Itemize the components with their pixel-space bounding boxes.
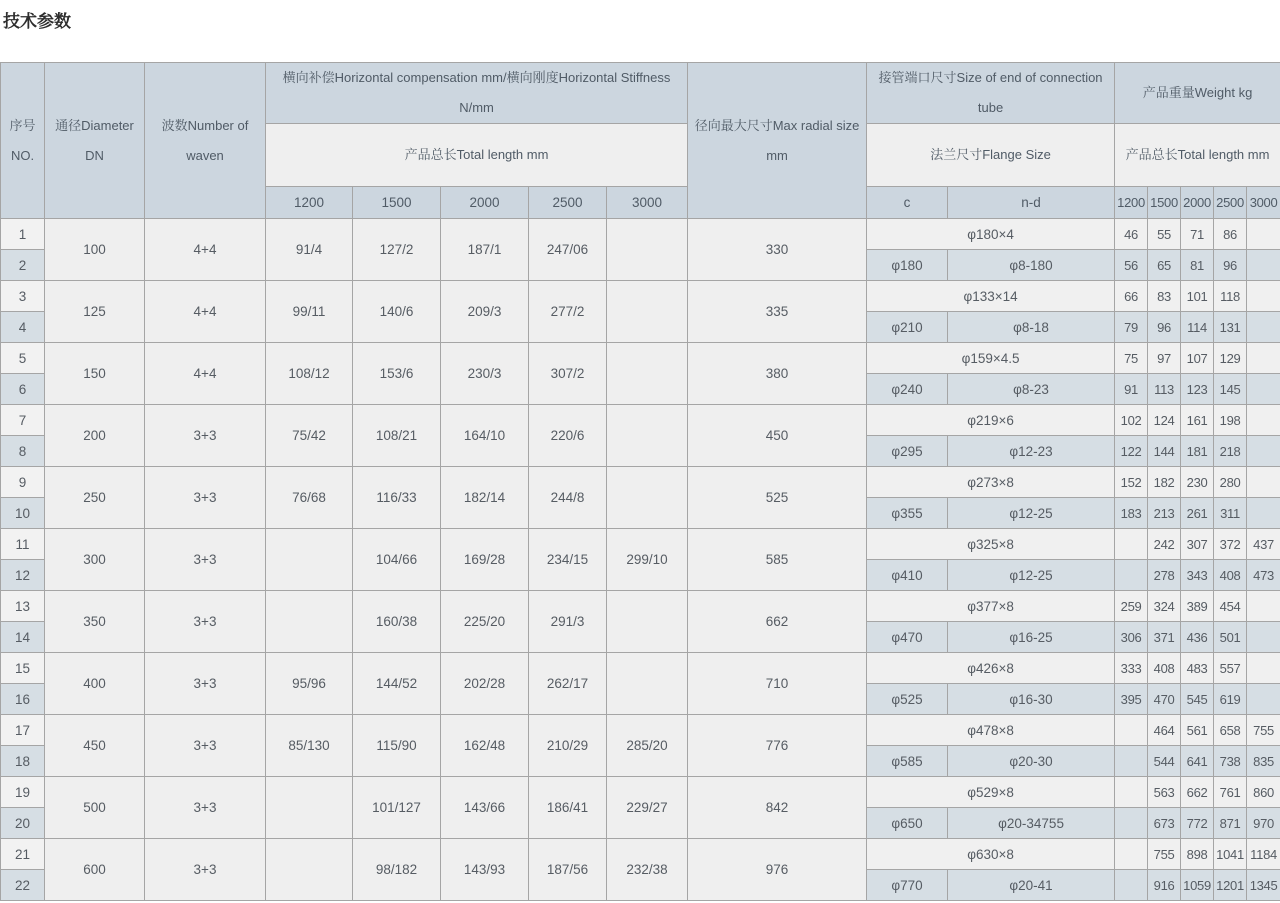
header-no: 序号 NO. bbox=[1, 63, 45, 219]
weight-cell: 280 bbox=[1214, 467, 1247, 498]
header-flange-size: 法兰尺寸Flange Size bbox=[867, 124, 1115, 187]
diameter-cell: 450 bbox=[45, 715, 145, 777]
flange-c-cell: φ770 bbox=[867, 870, 948, 901]
weight-cell: 97 bbox=[1148, 343, 1181, 374]
compensation-cell: 115/90 bbox=[353, 715, 441, 777]
compensation-cell: 143/93 bbox=[441, 839, 529, 901]
weight-cell: 81 bbox=[1181, 250, 1214, 281]
header-waven: 波数Number of waven bbox=[145, 63, 266, 219]
flange-c-cell: φ295 bbox=[867, 436, 948, 467]
weight-cell: 183 bbox=[1115, 498, 1148, 529]
header-weight-3000: 3000 bbox=[1247, 187, 1280, 219]
weight-cell: 473 bbox=[1247, 560, 1280, 591]
table-row bbox=[1, 715, 1280, 746]
row-number-cell: 17 bbox=[1, 715, 45, 746]
weight-cell: 1345 bbox=[1247, 870, 1280, 901]
waven-cell: 3+3 bbox=[145, 591, 266, 653]
weight-cell bbox=[1247, 653, 1280, 684]
compensation-cell: 182/14 bbox=[441, 467, 529, 529]
weight-cell: 372 bbox=[1214, 529, 1247, 560]
max-radial-cell: 662 bbox=[688, 591, 867, 653]
row-number-cell: 4 bbox=[1, 312, 45, 343]
row-number-cell: 16 bbox=[1, 684, 45, 715]
compensation-cell: 210/29 bbox=[529, 715, 607, 777]
weight-cell: 860 bbox=[1247, 777, 1280, 808]
weight-cell: 1184 bbox=[1247, 839, 1280, 870]
weight-cell: 113 bbox=[1148, 374, 1181, 405]
table-row bbox=[1, 343, 1280, 374]
weight-cell: 123 bbox=[1181, 374, 1214, 405]
weight-cell: 544 bbox=[1148, 746, 1181, 777]
weight-cell bbox=[1115, 560, 1148, 591]
weight-cell: 124 bbox=[1148, 405, 1181, 436]
row-number-cell: 20 bbox=[1, 808, 45, 839]
waven-cell: 4+4 bbox=[145, 343, 266, 405]
compensation-cell: 307/2 bbox=[529, 343, 607, 405]
diameter-cell: 250 bbox=[45, 467, 145, 529]
flange-nd-cell: φ8-23 bbox=[948, 374, 1115, 405]
compensation-cell: 95/96 bbox=[266, 653, 353, 715]
flange-c-cell: φ240 bbox=[867, 374, 948, 405]
weight-cell: 662 bbox=[1181, 777, 1214, 808]
header-weight-group: 产品重量Weight kg bbox=[1115, 63, 1280, 124]
flange-nd-cell: φ12-25 bbox=[948, 498, 1115, 529]
spec-table bbox=[0, 62, 1280, 901]
weight-cell: 1059 bbox=[1181, 870, 1214, 901]
weight-cell: 152 bbox=[1115, 467, 1148, 498]
weight-cell: 470 bbox=[1148, 684, 1181, 715]
max-radial-cell: 525 bbox=[688, 467, 867, 529]
weight-cell: 91 bbox=[1115, 374, 1148, 405]
flange-c-cell: φ650 bbox=[867, 808, 948, 839]
compensation-cell bbox=[607, 591, 688, 653]
tube-size-cell: φ478×8 bbox=[867, 715, 1115, 746]
weight-cell: 1201 bbox=[1214, 870, 1247, 901]
row-number-cell: 15 bbox=[1, 653, 45, 684]
compensation-cell: 229/27 bbox=[607, 777, 688, 839]
weight-cell: 144 bbox=[1148, 436, 1181, 467]
tube-size-cell: φ325×8 bbox=[867, 529, 1115, 560]
header-total-length: 产品总长Total length mm bbox=[266, 124, 688, 187]
waven-cell: 4+4 bbox=[145, 219, 266, 281]
header-flange-c: c bbox=[867, 187, 948, 219]
compensation-cell bbox=[607, 467, 688, 529]
weight-cell: 66 bbox=[1115, 281, 1148, 312]
weight-cell: 454 bbox=[1214, 591, 1247, 622]
header-weight-1500: 1500 bbox=[1148, 187, 1181, 219]
weight-cell bbox=[1115, 746, 1148, 777]
weight-cell: 1041 bbox=[1214, 839, 1247, 870]
weight-cell: 641 bbox=[1181, 746, 1214, 777]
diameter-cell: 125 bbox=[45, 281, 145, 343]
weight-cell: 102 bbox=[1115, 405, 1148, 436]
compensation-cell: 75/42 bbox=[266, 405, 353, 467]
compensation-cell: 101/127 bbox=[353, 777, 441, 839]
row-number-cell: 1 bbox=[1, 219, 45, 250]
weight-cell: 131 bbox=[1214, 312, 1247, 343]
weight-cell: 79 bbox=[1115, 312, 1148, 343]
table-row bbox=[1, 653, 1280, 684]
flange-c-cell: φ525 bbox=[867, 684, 948, 715]
max-radial-cell: 330 bbox=[688, 219, 867, 281]
header-max-radial: 径向最大尺寸Max radial size mm bbox=[688, 63, 867, 219]
compensation-cell: 98/182 bbox=[353, 839, 441, 901]
compensation-cell: 140/6 bbox=[353, 281, 441, 343]
table-row bbox=[1, 529, 1280, 560]
waven-cell: 3+3 bbox=[145, 777, 266, 839]
tube-size-cell: φ529×8 bbox=[867, 777, 1115, 808]
row-number-cell: 8 bbox=[1, 436, 45, 467]
weight-cell bbox=[1247, 591, 1280, 622]
weight-cell: 122 bbox=[1115, 436, 1148, 467]
weight-cell: 464 bbox=[1148, 715, 1181, 746]
row-number-cell: 18 bbox=[1, 746, 45, 777]
waven-cell: 3+3 bbox=[145, 467, 266, 529]
compensation-cell bbox=[266, 777, 353, 839]
weight-cell: 561 bbox=[1181, 715, 1214, 746]
weight-cell: 408 bbox=[1148, 653, 1181, 684]
weight-cell: 835 bbox=[1247, 746, 1280, 777]
compensation-cell: 144/52 bbox=[353, 653, 441, 715]
compensation-cell: 116/33 bbox=[353, 467, 441, 529]
header-length-1200: 1200 bbox=[266, 187, 353, 219]
weight-cell: 65 bbox=[1148, 250, 1181, 281]
compensation-cell: 187/1 bbox=[441, 219, 529, 281]
weight-cell bbox=[1115, 529, 1148, 560]
flange-c-cell: φ180 bbox=[867, 250, 948, 281]
weight-cell bbox=[1247, 312, 1280, 343]
compensation-cell: 104/66 bbox=[353, 529, 441, 591]
weight-cell: 145 bbox=[1214, 374, 1247, 405]
compensation-cell: 232/38 bbox=[607, 839, 688, 901]
weight-cell: 96 bbox=[1148, 312, 1181, 343]
flange-nd-cell: φ8-180 bbox=[948, 250, 1115, 281]
weight-cell: 46 bbox=[1115, 219, 1148, 250]
weight-cell bbox=[1115, 839, 1148, 870]
weight-cell: 772 bbox=[1181, 808, 1214, 839]
row-number-cell: 5 bbox=[1, 343, 45, 374]
max-radial-cell: 450 bbox=[688, 405, 867, 467]
compensation-cell: 164/10 bbox=[441, 405, 529, 467]
weight-cell: 483 bbox=[1181, 653, 1214, 684]
weight-cell: 501 bbox=[1214, 622, 1247, 653]
row-number-cell: 9 bbox=[1, 467, 45, 498]
waven-cell: 3+3 bbox=[145, 653, 266, 715]
row-number-cell: 19 bbox=[1, 777, 45, 808]
weight-cell bbox=[1247, 343, 1280, 374]
weight-cell: 437 bbox=[1247, 529, 1280, 560]
waven-cell: 3+3 bbox=[145, 405, 266, 467]
header-length-3000: 3000 bbox=[607, 187, 688, 219]
flange-nd-cell: φ20-30 bbox=[948, 746, 1115, 777]
flange-c-cell: φ210 bbox=[867, 312, 948, 343]
compensation-cell: 220/6 bbox=[529, 405, 607, 467]
compensation-cell bbox=[607, 219, 688, 281]
diameter-cell: 300 bbox=[45, 529, 145, 591]
waven-cell: 3+3 bbox=[145, 839, 266, 901]
weight-cell bbox=[1247, 281, 1280, 312]
weight-cell: 75 bbox=[1115, 343, 1148, 374]
weight-cell: 898 bbox=[1181, 839, 1214, 870]
header-weight-2000: 2000 bbox=[1181, 187, 1214, 219]
weight-cell: 343 bbox=[1181, 560, 1214, 591]
flange-c-cell: φ355 bbox=[867, 498, 948, 529]
weight-cell: 129 bbox=[1214, 343, 1247, 374]
max-radial-cell: 976 bbox=[688, 839, 867, 901]
weight-cell: 970 bbox=[1247, 808, 1280, 839]
weight-cell: 55 bbox=[1148, 219, 1181, 250]
compensation-cell: 209/3 bbox=[441, 281, 529, 343]
weight-cell: 198 bbox=[1214, 405, 1247, 436]
flange-nd-cell: φ20-34755 bbox=[948, 808, 1115, 839]
flange-nd-cell: φ20-41 bbox=[948, 870, 1115, 901]
row-number-cell: 10 bbox=[1, 498, 45, 529]
weight-cell bbox=[1115, 808, 1148, 839]
weight-cell: 619 bbox=[1214, 684, 1247, 715]
weight-cell bbox=[1247, 405, 1280, 436]
compensation-cell: 299/10 bbox=[607, 529, 688, 591]
max-radial-cell: 585 bbox=[688, 529, 867, 591]
weight-cell: 545 bbox=[1181, 684, 1214, 715]
flange-nd-cell: φ16-30 bbox=[948, 684, 1115, 715]
compensation-cell: 187/56 bbox=[529, 839, 607, 901]
weight-cell: 324 bbox=[1148, 591, 1181, 622]
compensation-cell: 91/4 bbox=[266, 219, 353, 281]
flange-c-cell: φ470 bbox=[867, 622, 948, 653]
row-number-cell: 7 bbox=[1, 405, 45, 436]
compensation-cell: 85/130 bbox=[266, 715, 353, 777]
flange-nd-cell: φ8-18 bbox=[948, 312, 1115, 343]
tube-size-cell: φ377×8 bbox=[867, 591, 1115, 622]
weight-cell: 83 bbox=[1148, 281, 1181, 312]
weight-cell: 307 bbox=[1181, 529, 1214, 560]
weight-cell: 182 bbox=[1148, 467, 1181, 498]
compensation-cell bbox=[266, 839, 353, 901]
weight-cell: 761 bbox=[1214, 777, 1247, 808]
table-row bbox=[1, 219, 1280, 250]
compensation-cell: 108/21 bbox=[353, 405, 441, 467]
row-number-cell: 22 bbox=[1, 870, 45, 901]
table-row bbox=[1, 839, 1280, 870]
weight-cell: 311 bbox=[1214, 498, 1247, 529]
row-number-cell: 3 bbox=[1, 281, 45, 312]
flange-c-cell: φ410 bbox=[867, 560, 948, 591]
compensation-cell: 291/3 bbox=[529, 591, 607, 653]
diameter-cell: 100 bbox=[45, 219, 145, 281]
weight-cell: 259 bbox=[1115, 591, 1148, 622]
waven-cell: 3+3 bbox=[145, 529, 266, 591]
weight-cell bbox=[1247, 467, 1280, 498]
header-flange-nd: n-d bbox=[948, 187, 1115, 219]
weight-cell: 333 bbox=[1115, 653, 1148, 684]
weight-cell bbox=[1247, 436, 1280, 467]
compensation-cell: 153/6 bbox=[353, 343, 441, 405]
weight-cell: 118 bbox=[1214, 281, 1247, 312]
weight-cell: 557 bbox=[1214, 653, 1247, 684]
weight-cell: 871 bbox=[1214, 808, 1247, 839]
max-radial-cell: 842 bbox=[688, 777, 867, 839]
weight-cell bbox=[1247, 374, 1280, 405]
weight-cell: 755 bbox=[1148, 839, 1181, 870]
weight-cell bbox=[1115, 870, 1148, 901]
flange-c-cell: φ585 bbox=[867, 746, 948, 777]
weight-cell: 738 bbox=[1214, 746, 1247, 777]
weight-cell: 107 bbox=[1181, 343, 1214, 374]
weight-cell: 71 bbox=[1181, 219, 1214, 250]
weight-cell: 242 bbox=[1148, 529, 1181, 560]
weight-cell: 755 bbox=[1247, 715, 1280, 746]
table-row bbox=[1, 591, 1280, 622]
compensation-cell bbox=[607, 343, 688, 405]
header-weight-1200: 1200 bbox=[1115, 187, 1148, 219]
tube-size-cell: φ630×8 bbox=[867, 839, 1115, 870]
header-compensation-group: 横向补偿Horizontal compensation mm/横向刚度Horizontal Stiffness N/mm bbox=[266, 63, 688, 124]
max-radial-cell: 335 bbox=[688, 281, 867, 343]
compensation-cell: 225/20 bbox=[441, 591, 529, 653]
weight-cell bbox=[1247, 684, 1280, 715]
weight-cell: 306 bbox=[1115, 622, 1148, 653]
weight-cell: 230 bbox=[1181, 467, 1214, 498]
compensation-cell: 160/38 bbox=[353, 591, 441, 653]
weight-cell: 408 bbox=[1214, 560, 1247, 591]
compensation-cell: 230/3 bbox=[441, 343, 529, 405]
compensation-cell: 169/28 bbox=[441, 529, 529, 591]
diameter-cell: 400 bbox=[45, 653, 145, 715]
weight-cell: 673 bbox=[1148, 808, 1181, 839]
compensation-cell: 76/68 bbox=[266, 467, 353, 529]
compensation-cell: 99/11 bbox=[266, 281, 353, 343]
weight-cell: 218 bbox=[1214, 436, 1247, 467]
compensation-cell bbox=[266, 529, 353, 591]
table-row bbox=[1, 467, 1280, 498]
weight-cell: 371 bbox=[1148, 622, 1181, 653]
compensation-cell: 108/12 bbox=[266, 343, 353, 405]
row-number-cell: 14 bbox=[1, 622, 45, 653]
header-length-2000: 2000 bbox=[441, 187, 529, 219]
weight-cell: 395 bbox=[1115, 684, 1148, 715]
weight-cell: 658 bbox=[1214, 715, 1247, 746]
diameter-cell: 150 bbox=[45, 343, 145, 405]
tube-size-cell: φ133×14 bbox=[867, 281, 1115, 312]
row-number-cell: 6 bbox=[1, 374, 45, 405]
weight-cell bbox=[1247, 250, 1280, 281]
tube-size-cell: φ273×8 bbox=[867, 467, 1115, 498]
weight-cell: 213 bbox=[1148, 498, 1181, 529]
weight-cell: 261 bbox=[1181, 498, 1214, 529]
compensation-cell: 244/8 bbox=[529, 467, 607, 529]
header-connection-group: 接管端口尺寸Size of end of connection tube bbox=[867, 63, 1115, 124]
diameter-cell: 500 bbox=[45, 777, 145, 839]
compensation-cell: 162/48 bbox=[441, 715, 529, 777]
weight-cell: 96 bbox=[1214, 250, 1247, 281]
weight-cell: 278 bbox=[1148, 560, 1181, 591]
header-weight-2500: 2500 bbox=[1214, 187, 1247, 219]
max-radial-cell: 380 bbox=[688, 343, 867, 405]
compensation-cell: 202/28 bbox=[441, 653, 529, 715]
weight-cell: 563 bbox=[1148, 777, 1181, 808]
page-title: 技术参数 bbox=[3, 12, 71, 31]
flange-nd-cell: φ16-25 bbox=[948, 622, 1115, 653]
weight-cell: 916 bbox=[1148, 870, 1181, 901]
waven-cell: 3+3 bbox=[145, 715, 266, 777]
weight-cell: 101 bbox=[1181, 281, 1214, 312]
max-radial-cell: 776 bbox=[688, 715, 867, 777]
flange-nd-cell: φ12-25 bbox=[948, 560, 1115, 591]
compensation-cell bbox=[607, 281, 688, 343]
row-number-cell: 21 bbox=[1, 839, 45, 870]
weight-cell: 389 bbox=[1181, 591, 1214, 622]
row-number-cell: 11 bbox=[1, 529, 45, 560]
waven-cell: 4+4 bbox=[145, 281, 266, 343]
weight-cell bbox=[1115, 715, 1148, 746]
compensation-cell bbox=[266, 591, 353, 653]
diameter-cell: 350 bbox=[45, 591, 145, 653]
weight-cell: 161 bbox=[1181, 405, 1214, 436]
compensation-cell: 143/66 bbox=[441, 777, 529, 839]
compensation-cell: 234/15 bbox=[529, 529, 607, 591]
table-row bbox=[1, 405, 1280, 436]
tube-size-cell: φ159×4.5 bbox=[867, 343, 1115, 374]
weight-cell: 181 bbox=[1181, 436, 1214, 467]
max-radial-cell: 710 bbox=[688, 653, 867, 715]
header-length-1500: 1500 bbox=[353, 187, 441, 219]
compensation-cell: 262/17 bbox=[529, 653, 607, 715]
flange-nd-cell: φ12-23 bbox=[948, 436, 1115, 467]
header-diameter: 通径Diameter DN bbox=[45, 63, 145, 219]
weight-cell: 56 bbox=[1115, 250, 1148, 281]
row-number-cell: 2 bbox=[1, 250, 45, 281]
compensation-cell bbox=[607, 405, 688, 467]
weight-cell: 114 bbox=[1181, 312, 1214, 343]
weight-cell: 86 bbox=[1214, 219, 1247, 250]
compensation-cell: 186/41 bbox=[529, 777, 607, 839]
compensation-cell: 247/06 bbox=[529, 219, 607, 281]
weight-cell bbox=[1247, 498, 1280, 529]
header-length-2500: 2500 bbox=[529, 187, 607, 219]
header-weight-total-length: 产品总长Total length mm bbox=[1115, 124, 1280, 187]
compensation-cell bbox=[607, 653, 688, 715]
weight-cell bbox=[1247, 622, 1280, 653]
compensation-cell: 285/20 bbox=[607, 715, 688, 777]
compensation-cell: 277/2 bbox=[529, 281, 607, 343]
tube-size-cell: φ180×4 bbox=[867, 219, 1115, 250]
diameter-cell: 200 bbox=[45, 405, 145, 467]
table-body bbox=[1, 219, 1280, 901]
row-number-cell: 13 bbox=[1, 591, 45, 622]
compensation-cell: 127/2 bbox=[353, 219, 441, 281]
weight-cell bbox=[1115, 777, 1148, 808]
table-row bbox=[1, 281, 1280, 312]
tube-size-cell: φ426×8 bbox=[867, 653, 1115, 684]
weight-cell bbox=[1247, 219, 1280, 250]
table-row bbox=[1, 777, 1280, 808]
weight-cell: 436 bbox=[1181, 622, 1214, 653]
row-number-cell: 12 bbox=[1, 560, 45, 591]
tube-size-cell: φ219×6 bbox=[867, 405, 1115, 436]
diameter-cell: 600 bbox=[45, 839, 145, 901]
